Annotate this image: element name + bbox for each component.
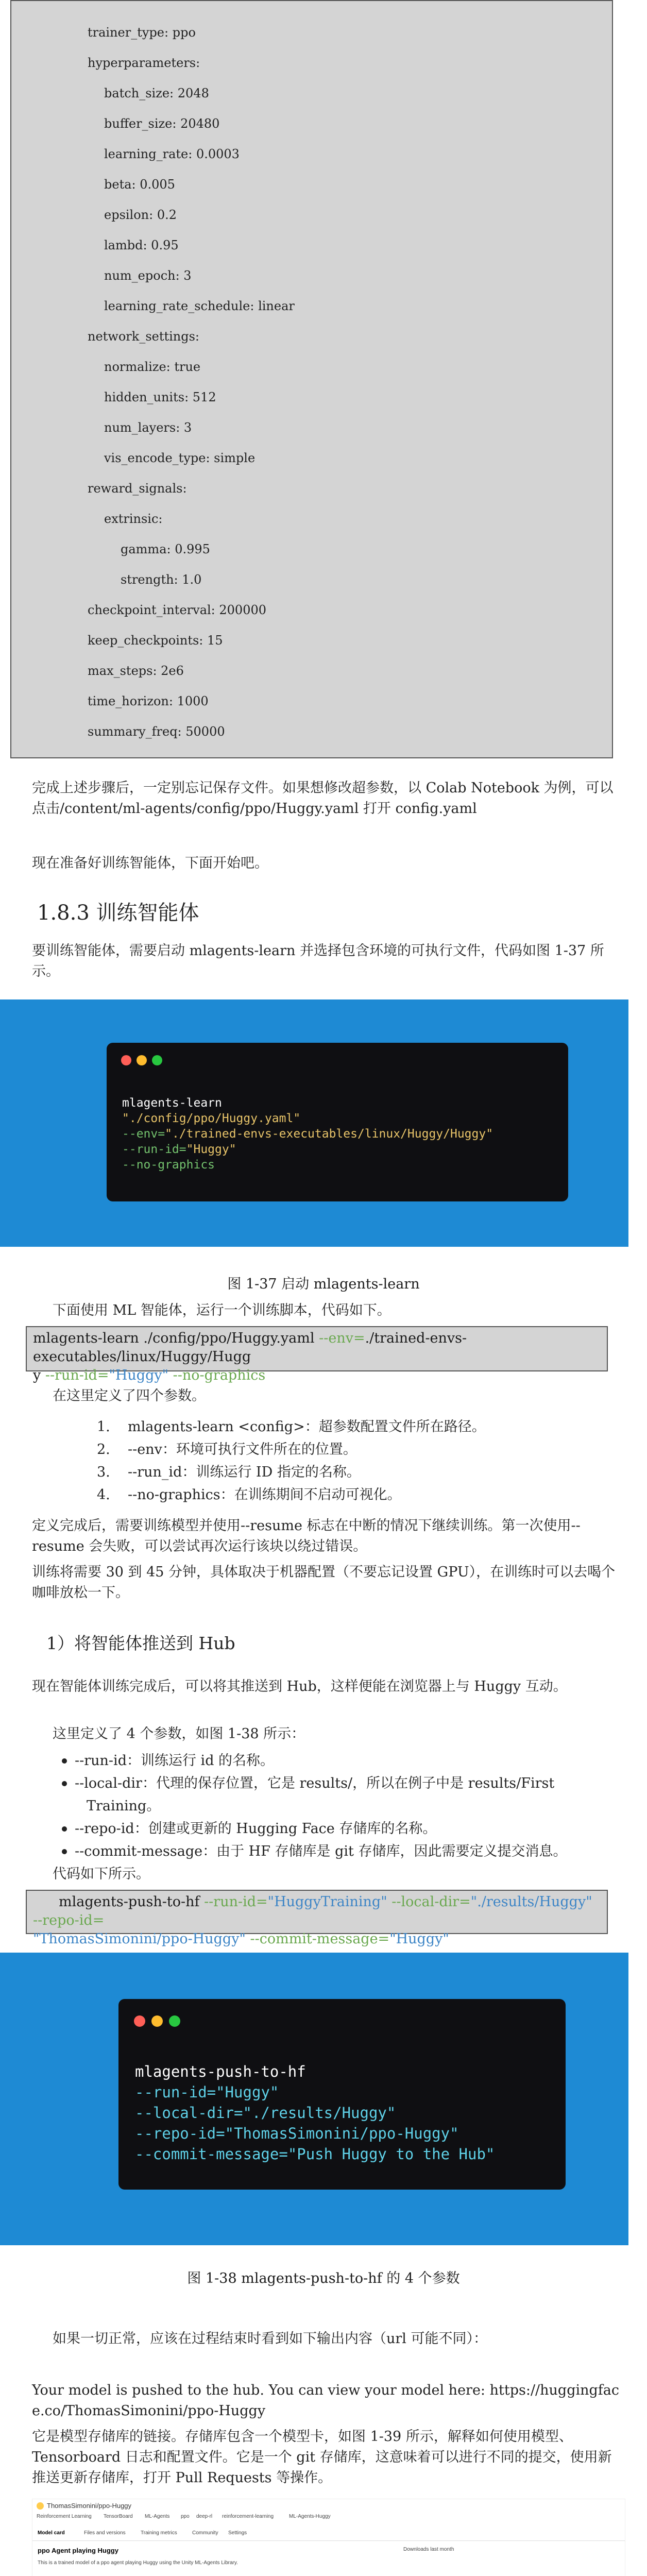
config-line: num_epoch: 3 <box>104 268 192 283</box>
bullet-icon <box>62 1781 67 1786</box>
card-title: ppo Agent playing Huggy <box>38 2547 118 2554</box>
config-line: hidden_units: 512 <box>104 390 216 404</box>
bullet-icon <box>62 1758 67 1764</box>
local-dir-flag: --local-dir= <box>135 2104 243 2122</box>
subheading-push-hub: 1）将智能体推送到 Hub <box>46 1633 235 1653</box>
config-line: gamma: 0.995 <box>121 542 210 556</box>
tab-files[interactable]: Files and versions <box>84 2530 126 2536</box>
cmd-commit-value: "Huggy" <box>389 1931 449 1947</box>
close-dot-icon <box>121 1055 131 1065</box>
tag-chip[interactable]: ML-Agents <box>145 2514 170 2519</box>
list-item-cont: Training。 <box>87 1798 161 1814</box>
terminal-window-2 <box>118 1999 566 2190</box>
close-dot-icon <box>134 2015 145 2027</box>
config-line: num_layers: 3 <box>104 420 192 435</box>
paragraph-resume: 定义完成后，需要训练模型并使用--resume 标志在中断的情况下继续训练。第一次使用--resume 会失败，可以尝试再次运行该块以绕过错误。 <box>32 1518 581 1554</box>
config-line: hyperparameters: <box>88 56 200 70</box>
paragraph-run-script: 下面使用 ML 智能体，运行一个训练脚本，代码如下。 <box>53 1302 391 1318</box>
terminal-line-4 <box>135 2125 459 2142</box>
tag-chip[interactable]: reinforcement-learning <box>222 2514 274 2519</box>
local-dir-value: "./results/Huggy" <box>243 2104 396 2122</box>
terminal-line-4 <box>122 1143 236 1156</box>
paragraph-save-config: 完成上述步骤后，一定别忘记保存文件。如果想修改超参数，以 Colab Notebook 为例，可以点击/content/ml-agents/config/ppo/Huggy.yaml 打开 config.yaml <box>32 780 614 817</box>
config-line: strength: 1.0 <box>121 572 202 587</box>
run-id-value: "Huggy" <box>216 2083 279 2101</box>
config-code-block <box>10 0 613 758</box>
run-id-flag: --run-id= <box>135 2083 216 2101</box>
env-value: "./trained-envs-executables/linux/Huggy/Huggy" <box>165 1127 493 1141</box>
cmd-env-flag: --env= <box>319 1330 365 1346</box>
minimize-dot-icon <box>151 2015 163 2027</box>
cmd-run-id-value: "HuggyTraining" <box>267 1894 387 1910</box>
tag-chip[interactable]: Reinforcement Learning <box>37 2514 92 2519</box>
cmd-local-dir-value: "./results/Huggy" <box>470 1894 592 1910</box>
repo-name[interactable]: ThomasSimonini/ppo-Huggy <box>47 2502 132 2510</box>
config-line: summary_freq: 50000 <box>88 724 225 739</box>
paragraph-output: 如果一切正常，应该在过程结束时看到如下输出内容（url 可能不同）： <box>53 2331 488 2347</box>
list-item: mlagents-learn <config>：超参数配置文件所在路径。 <box>128 1419 486 1435</box>
tab-model-card[interactable]: Model card <box>38 2530 65 2536</box>
config-line: beta: 0.005 <box>104 177 175 192</box>
cmd-text: mlagents-learn ./config/ppo/Huggy.yaml <box>33 1330 319 1346</box>
paragraph-training-time: 训练将需要 30 到 45 分钟，具体取决于机器配置（不要忘记设置 GPU），在训练时可以去喝个咖啡放松一下。 <box>32 1564 616 1601</box>
terminal-line-2: "./config/ppo/Huggy.yaml" <box>122 1112 301 1125</box>
list-item: --repo-id：创建或更新的 Hugging Face 存储库的名称。 <box>75 1821 437 1837</box>
cmd-repo-id-value: "ThomasSimonini/ppo-Huggy" <box>33 1931 246 1947</box>
config-line: vis_encode_type: simple <box>104 451 256 465</box>
terminal-line-3 <box>135 2104 396 2122</box>
cmd-text-cont: y <box>33 1367 45 1383</box>
config-line: checkpoint_interval: 200000 <box>88 603 267 617</box>
list-item: --local-dir：代理的保存位置，它是 results/，所以在例子中是 results/First <box>75 1775 555 1791</box>
list-num-1: 1. <box>97 1419 110 1435</box>
paragraph-push-intro: 现在智能体训练完成后，可以将其推送到 Hub，这样便能在浏览器上与 Huggy 互动。 <box>32 1679 567 1694</box>
cmd-text: mlagents-push-to-hf <box>59 1894 205 1910</box>
maximize-dot-icon <box>169 2015 180 2027</box>
list-item: --run-id：训练运行 id 的名称。 <box>75 1753 275 1769</box>
tag-chip[interactable]: TensorBoard <box>104 2514 133 2519</box>
paragraph-four-params-2: 这里定义了 4 个参数，如图 1-38 所示： <box>53 1726 305 1742</box>
repo-id-value: "ThomasSimonini/ppo-Huggy" <box>225 2125 459 2142</box>
terminal-line-5 <box>135 2145 495 2163</box>
config-line: keep_checkpoints: 15 <box>88 633 223 648</box>
terminal-window-1 <box>107 1043 568 1201</box>
paragraph-model-card: 它是模型存储库的链接。存储库包含一个模型卡，如图 1-39 所示，解释如何使用模型、Tensorboard 日志和配置文件。它是一个 git 存储库，这意味着可以进行不同的提交，使用新推送更新存储库，打开 Pull Requests 等操作。 <box>32 2429 612 2486</box>
list-num-2: 2. <box>97 1442 110 1458</box>
config-line: lambd: 0.95 <box>104 238 179 252</box>
cmd-no-graphics-flag: --no-graphics <box>168 1367 266 1383</box>
caption-figure-1-37: 图 1-37 启动 mlagents-learn <box>227 1276 420 1292</box>
cmd-repo-id-flag: --repo-id= <box>33 1912 105 1928</box>
config-line: trainer_type: ppo <box>88 25 196 40</box>
config-line: network_settings: <box>88 329 200 344</box>
paragraph-pushed: Your model is pushed to the hub. You can view your model here: https://huggingface.co/ThomasSimonini/ppo-Huggy <box>32 2382 619 2419</box>
config-line: max_steps: 2e6 <box>88 664 184 678</box>
terminal-line-1: mlagents-learn <box>122 1096 222 1110</box>
list-num-4: 4. <box>97 1487 110 1503</box>
paragraph-train-intro: 要训练智能体，需要启动 mlagents-learn 并选择包含环境的可执行文件，代码如图 1-37 所示。 <box>32 943 604 979</box>
hf-nav-bar <box>32 2527 625 2541</box>
tab-settings[interactable]: Settings <box>228 2530 247 2536</box>
command-box-mlagents-learn <box>26 1326 608 1383</box>
hf-logo-icon <box>37 2502 44 2510</box>
config-line: buffer_size: 20480 <box>104 116 220 131</box>
list-item: --run_id：训练运行 ID 指定的名称。 <box>128 1464 361 1480</box>
terminal-line-5: --no-graphics <box>122 1158 215 1172</box>
config-line: batch_size: 2048 <box>104 86 209 100</box>
config-line: normalize: true <box>104 360 201 374</box>
list-item: --no-graphics：在训练期间不启动可视化。 <box>128 1487 401 1503</box>
cmd-env-value: ./trained-envs-executables/linux/Huggy/Hugg <box>33 1330 467 1365</box>
tag-chip[interactable]: deep-rl <box>196 2514 213 2519</box>
env-flag: --env= <box>122 1127 165 1141</box>
card-description: This is a trained model of a ppo agent playing Huggy using the Unity ML-Agents Library. <box>38 2560 238 2566</box>
tab-community[interactable]: Community <box>192 2530 218 2536</box>
model-card-screenshot <box>32 2499 625 2576</box>
run-id-flag: --run-id= <box>122 1143 186 1156</box>
config-line: learning_rate_schedule: linear <box>104 299 295 313</box>
commit-flag: --commit-message= <box>135 2145 288 2163</box>
hf-tags-row <box>37 2514 449 2522</box>
list-item: --commit-message：由于 HF 存储库是 git 存储库，因此需要定义提交消息。 <box>75 1843 567 1859</box>
config-line: extrinsic: <box>104 512 163 526</box>
repo-id-flag: --repo-id= <box>135 2125 225 2142</box>
tag-chip[interactable]: ML-Agents-Huggy <box>289 2514 331 2519</box>
cmd-run-id-value: "Huggy" <box>109 1367 169 1383</box>
config-line: reward_signals: <box>88 481 187 496</box>
cmd-commit-flag: --commit-message= <box>245 1931 390 1947</box>
maximize-dot-icon <box>152 1055 162 1065</box>
paragraph-ready: 现在准备好训练智能体，下面开始吧。 <box>32 855 268 871</box>
section-heading-1-8-3: 1.8.3 训练智能体 <box>37 901 199 925</box>
bullet-icon <box>62 1826 67 1832</box>
list-num-3: 3. <box>97 1464 110 1480</box>
config-line: epsilon: 0.2 <box>104 208 177 222</box>
terminal-line-2 <box>135 2083 279 2101</box>
run-id-value: "Huggy" <box>186 1143 236 1156</box>
minimize-dot-icon <box>137 1055 147 1065</box>
caption-figure-1-38: 图 1-38 mlagents-push-to-hf 的 4 个参数 <box>187 2270 460 2286</box>
bullet-icon <box>62 1849 67 1854</box>
config-line: time_horizon: 1000 <box>88 694 209 708</box>
cmd-run-id-flag: --run-id= <box>45 1367 109 1383</box>
downloads-label: Downloads last month <box>403 2547 454 2552</box>
cmd-local-dir-flag: --local-dir= <box>387 1894 471 1910</box>
paragraph-code-follows: 代码如下所示。 <box>53 1866 150 1882</box>
commit-value: "Push Huggy to the Hub" <box>287 2145 495 2163</box>
terminal-line-3 <box>122 1127 493 1141</box>
config-line: learning_rate: 0.0003 <box>104 147 240 161</box>
tab-training-metrics[interactable]: Training metrics <box>141 2530 177 2536</box>
list-item: --env：环境可执行文件所在的位置。 <box>128 1442 357 1458</box>
paragraph-four-params: 在这里定义了四个参数。 <box>53 1388 206 1404</box>
cmd-run-id-flag: --run-id= <box>204 1894 268 1910</box>
tag-chip[interactable]: ppo <box>181 2514 190 2519</box>
terminal-line-1: mlagents-push-to-hf <box>135 2063 306 2080</box>
command-box-push-to-hf <box>26 1890 608 1947</box>
